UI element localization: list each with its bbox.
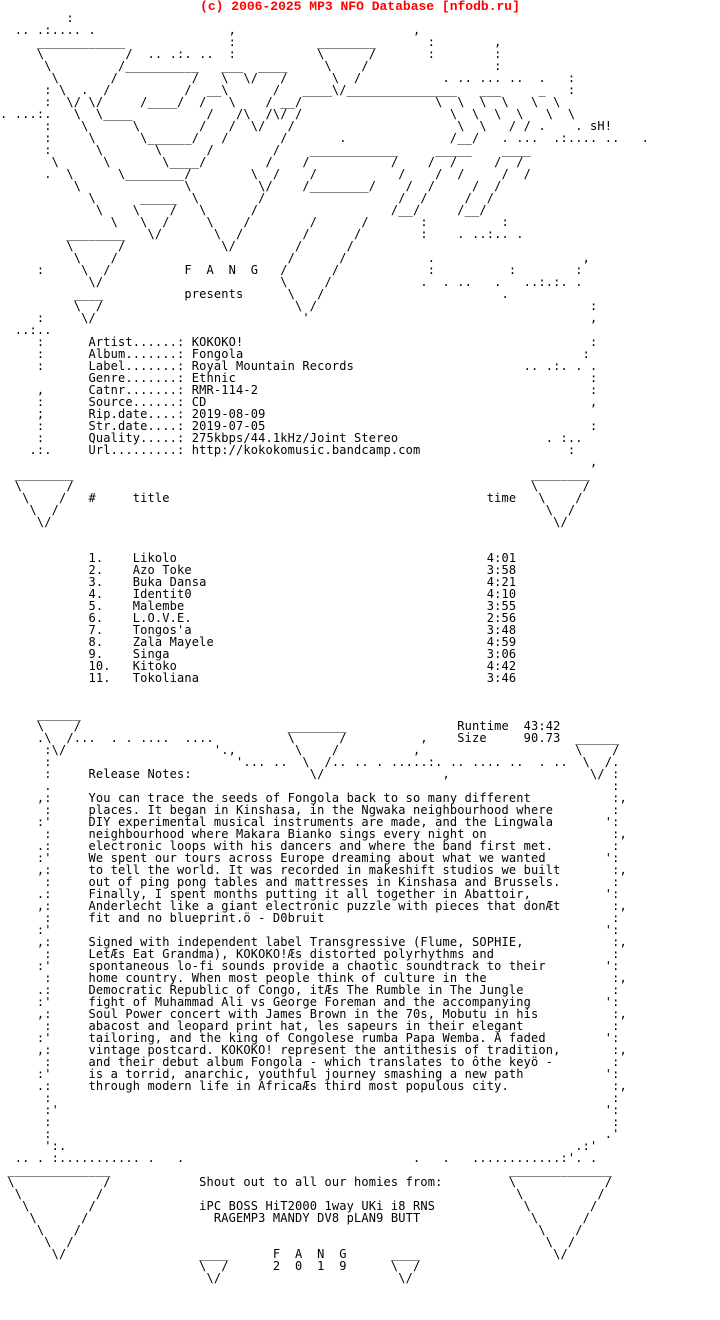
site-credit-header[interactable]: (c) 2006-2025 MP3 NFO Database [nfodb.ru] bbox=[200, 0, 520, 14]
nfo-ascii-document: : .. .:.... . , , ____________ : ________ : , \ / .. .:. .. : \ / : : \ /__________ ___ ____ \ / : \ / / \ \/ / \ / . .. ... .. . : : \ . / / __\ / ____\/_______________ ___ _ : : \/ \/ /____/ / \ / __/ \ \ \ \ \ \ . ...:. \ \____ / /\ /\/ / \ \ \ \ \ \ : \ \ / / \/ / \ \ / / . . sH! : \ \______/ / / . /__/ . ... .:.... .. . : \ \ / / ____________ _____ ____ \ \ \____/ / / / / / / / . \ \________/ \ / / / / / / / \ \ \/ /________/ / / / / \ _____ \ / / / / / \ \ / \ / /__/ /__/ \ \ / \ / / / : : ________ \/ \ / / / : . ..:.. . \ / \/ / / \ / / / . , : \ / F A N G / / : : : \/ \ / . . .. . ..:.:. . ____ presents \ / . \ / \ / : : \/ ' , ..:.. : Artist......: KOKOKO! : : Album.......: Fongola : : Label.......: Royal Mountain Records .. .:. . . Genre.......: Ethnic : , Catnr.......: RMR-114-2 : : Source......: CD , ; Rip.date....: 2019-08-09 : Str.date....: 2019-07-05 : : Quality.....: 275kbps/44.1kHz/Joint Stereo . :.. .:. Url.........: http://kokokomusic.bandcamp.com : , ________ ________ \ / \ / \ / # title time \ / \ / \ / \/ \/ 1. Likolo 4:01 2. Azo Toke 3:58 3. Buka Dansa 4:21 4. Identit0 4:10 5. Malembe 3:55 6. L.O.V.E. 2:56 7. Tongos'a 3:48 8. Zala Mayele 4:59 9. Singa 3:06 10. Kitoko 4:42 11. Tokoliana 3:46 ______ \ / ________ Runtime 43:42 .\ /... . . .... .... \ / , Size 90.73 ______ :\/ '., \ / , \ / : '... .. \ /.. .. . .....:. .. .... .. . .. \ /. : Release Notes: \/ , \/ : . : ,: You can trace the seeds of Fongola back to so many different :, : places. It began in Kinshasa, in the Ngwaka neighbourhood where : :' DIY experimental musical instruments are made, and the Lingwala ': : neighbourhood where Makara Bianko sings every night on :, .: electronic loops with his dancers and where the band first met. : :' We spent our tours across Europe dreaming about what we wanted ': ,: to tell the world. It was recorded in makeshift studios we built :, : out of ping pong tables and mattresses in Kinshasa and Brussels. : .: Finally, I spent months putting it all together in Abattoir, ': ,: Anderlecht like a giant electronic puzzle with pieces that donÆt :, : fit and no blueprint.ö - D0bruit : :' ': ,: Signed with independent label Transgressive (Flume, SOPHIE, :, : LetÆs Eat Grandma), KOKOKO!Æs distorted polyrhythms and : :' spontaneous lo-fi sounds provide a chaotic soundtrack to their ': : home country. When most people think of culture in the :, .: Democratic Republic of Congo, itÆs The Rumble in The Jungle : :' fight of Muhammad Ali vs George Foreman and the accompanying ': ,: Soul Power concert with James Brown in the 70s, Mobutu in his :, : abacost and leopard print hat, les sapeurs in their elegant : :' tailoring, and the king of Congolese rumba Papa Wemba. A faded ': ,: vintage postcard. KOKOKO! represent the antithesis of tradition, :, : and their debut album Fongola - which translates to ôthe keyö - : :' is a torrid, anarchic, youthful journey smashing a new path ': .: through modern life in AfricaÆs third most populous city. :, : : :' ': : : : .' ':. .:' .. . :........... . . . . ............:'. . ______________ ______________ \ / Shout out to all our homies from: \ / \ / \ / \ / iPC BOSS HiT2000 1way UKi i8 RNS \ / \ / RAGEMP3 MANDY DV8 pLAN9 BUTT \ / \ / \ / \ / \ / \/ ____ F A N G ____ \/ \ / 2 0 1 9 \ / \/ \/ bbox=[0, 11, 649, 1285]
